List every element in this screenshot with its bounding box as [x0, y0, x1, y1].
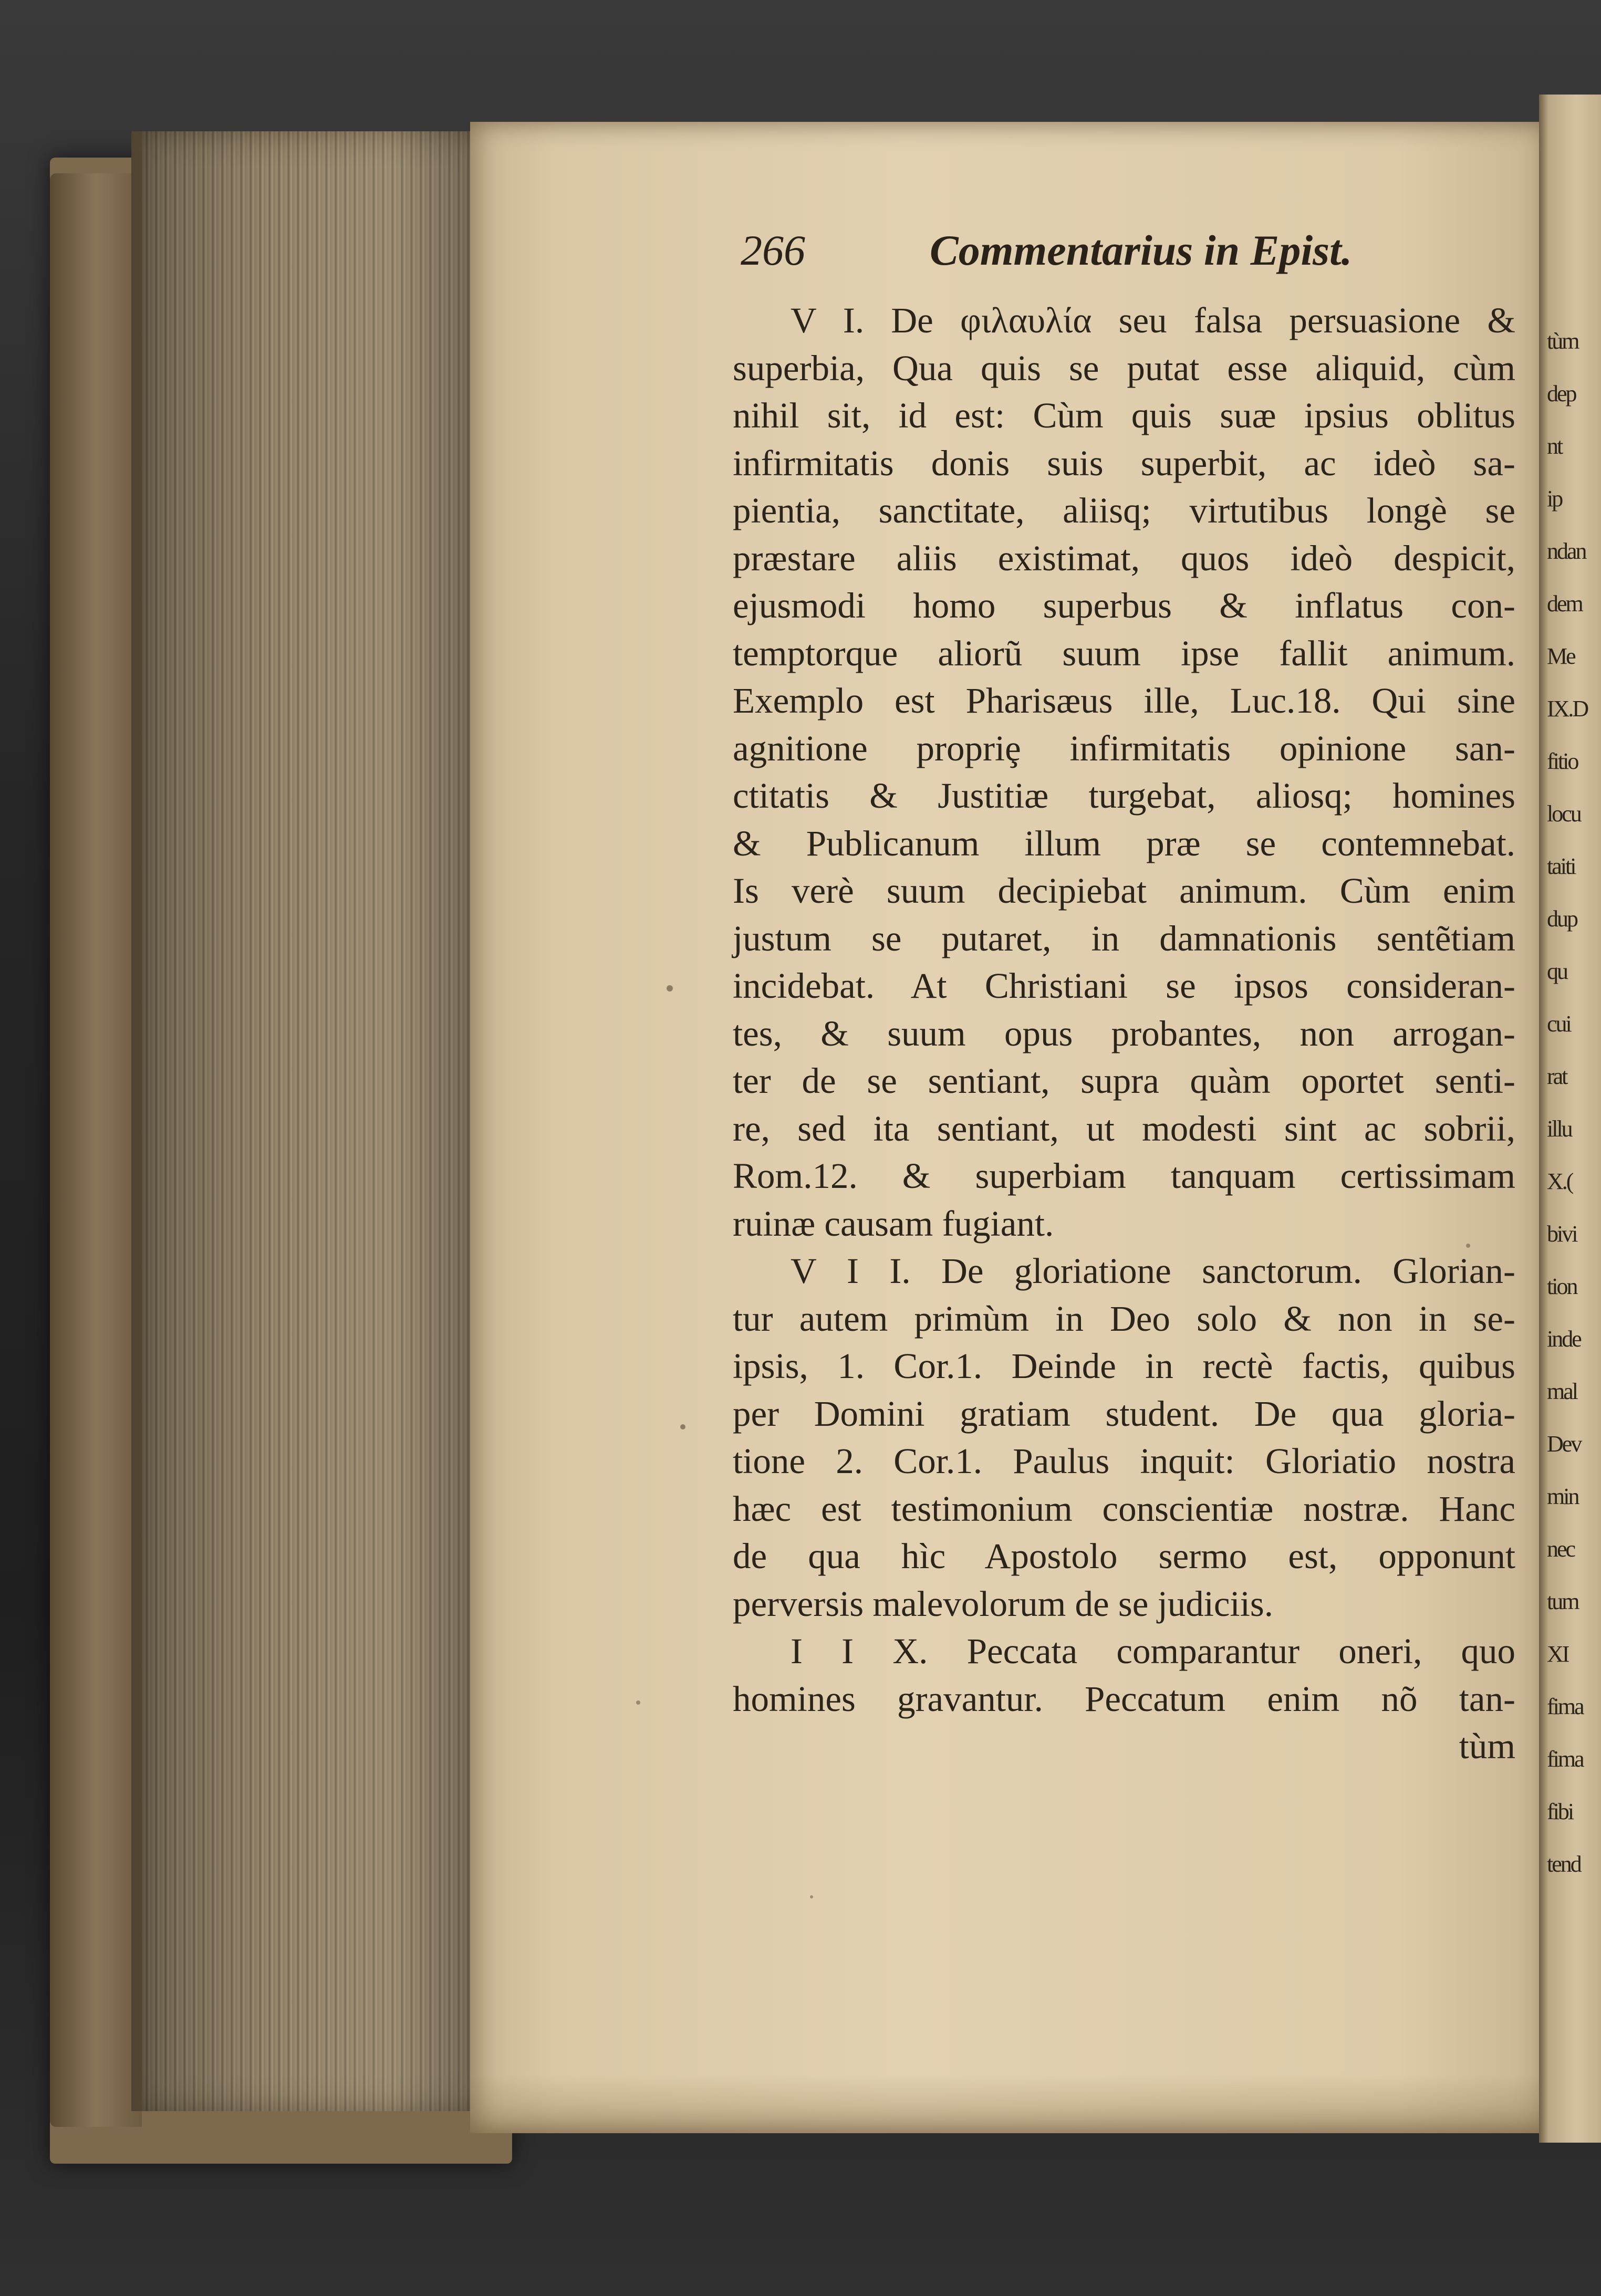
text-line: agnitione propriȩ infirmitatis opinione san- [733, 728, 1515, 768]
facing-page-fragment: locu [1547, 801, 1581, 827]
text-line: tùm [1459, 1726, 1515, 1766]
facing-page-fragment: ndan [1547, 538, 1586, 564]
text-line: de qua hìc Apostolo sermo est, opponunt [733, 1536, 1515, 1576]
facing-page-fragment: IX.D [1547, 696, 1588, 722]
facing-page-fragment: tum [1547, 1589, 1578, 1614]
text-line: V I. De φιλαυλία seu falsa persuasione & [791, 300, 1515, 340]
facing-page-fragment: taiti [1547, 853, 1575, 879]
facing-page-fragment: illu [1547, 1116, 1572, 1142]
page-number: 266 [741, 226, 805, 274]
text-line: ejusmodi homo superbus & inflatus con- [733, 586, 1515, 625]
facing-page-fragment: tion [1547, 1274, 1577, 1299]
text-line: superbia, Qua quis se putat esse aliquid, cùm [733, 348, 1515, 388]
page-body-text [733, 297, 1515, 1770]
text-line: tur autem primùm in Deo solo & non in se- [733, 1298, 1515, 1339]
facing-page-fragment: cui [1547, 1011, 1571, 1037]
text-line: infirmitatis donis suis superbit, ac ideò sa- [733, 443, 1515, 483]
text-line: ctitatis & Justitiæ turgebat, aliosq; homines [733, 776, 1515, 816]
text-line: temptorque aliorũ suum ipse fallit animum. [733, 633, 1515, 673]
text-line: pientia, sanctitate, aliisq; virtutibus longè se [733, 490, 1515, 530]
facing-page-fragment: rat [1547, 1063, 1567, 1089]
running-head [741, 226, 1529, 289]
text-line: & Publicanum illum præ se contemnebat. [733, 823, 1515, 863]
facing-page-fragment: qu [1547, 958, 1567, 984]
cover-edge [50, 173, 142, 2127]
facing-page-fragment: dup [1547, 906, 1577, 932]
facing-page-fragment: fima [1547, 1746, 1583, 1772]
facing-page-text [1547, 315, 1599, 1891]
text-line: justum se putaret, in damnationis sentẽtiam [733, 918, 1515, 958]
facing-page-fragment: XI [1547, 1641, 1568, 1667]
text-line: Exemplo est Pharisæus ille, Luc.18. Qui sine [733, 681, 1515, 721]
text-line: tione 2. Cor.1. Paulus inquit: Gloriatio nostra [733, 1441, 1515, 1481]
text-line: incidebat. At Christiani se ipsos consideran- [733, 966, 1515, 1006]
text-line: I I X. Peccata comparantur oneri, quo [791, 1631, 1515, 1671]
facing-page-fragment: tùm [1547, 328, 1578, 354]
running-head-title: Commentarius in Epist. [930, 226, 1353, 274]
text-line: V I I. De gloriatione sanctorum. Glorian- [791, 1251, 1515, 1291]
text-line: tes, & suum opus probantes, non arrogan- [733, 1013, 1515, 1053]
text-line: Rom.12. & superbiam tanquam certissimam [733, 1156, 1515, 1196]
text-line: ruinæ causam fugiant. [733, 1203, 1054, 1244]
text-line: nihil sit, id est: Cùm quis suæ ipsius oblitus [733, 395, 1515, 435]
facing-page-fragment: ip [1547, 486, 1562, 512]
facing-page-fragment: X.( [1547, 1168, 1573, 1194]
facing-page-fragment: inde [1547, 1326, 1581, 1352]
facing-page-fragment: min [1547, 1484, 1578, 1509]
facing-page-fragment: mal [1547, 1379, 1577, 1404]
text-line: ipsis, 1. Cor.1. Deinde in rectè factis, quibus [733, 1346, 1515, 1386]
facing-page-fragment: Me [1547, 643, 1575, 669]
facing-page-fragment: fitio [1547, 748, 1578, 774]
text-line: ter de se sentiant, supra quàm oportet senti- [733, 1061, 1515, 1101]
text-line: homines gravantur. Peccatum enim nõ tan- [733, 1678, 1515, 1719]
facing-page-fragment: tend [1547, 1851, 1581, 1877]
facing-page-fragment: nt [1547, 433, 1562, 459]
facing-page-fragment: dep [1547, 381, 1576, 406]
facing-page-fragment: nec [1547, 1536, 1575, 1562]
facing-page-fragment: dem [1547, 591, 1582, 617]
facing-page-fragment: fibi [1547, 1799, 1573, 1824]
text-line: hæc est testimonium conscientiæ nostræ. Hanc [733, 1488, 1515, 1529]
text-line: per Domini gratiam student. De qua gloria- [733, 1393, 1515, 1434]
facing-page-fragment: fima [1547, 1694, 1583, 1719]
text-line: re, sed ita sentiant, ut modesti sint ac sobrii, [733, 1108, 1515, 1149]
fore-edge-shading [131, 131, 478, 2111]
facing-page-fragment: bivi [1547, 1221, 1577, 1247]
text-line: Is verè suum decipiebat animum. Cùm enim [733, 871, 1515, 911]
facing-page-fragment: Dev [1547, 1431, 1581, 1457]
text-line: præstare aliis existimat, quos ideò despicit, [733, 538, 1515, 578]
text-line: perversis malevolorum de se judiciis. [733, 1583, 1274, 1624]
page-foot-wear [470, 2074, 1560, 2133]
